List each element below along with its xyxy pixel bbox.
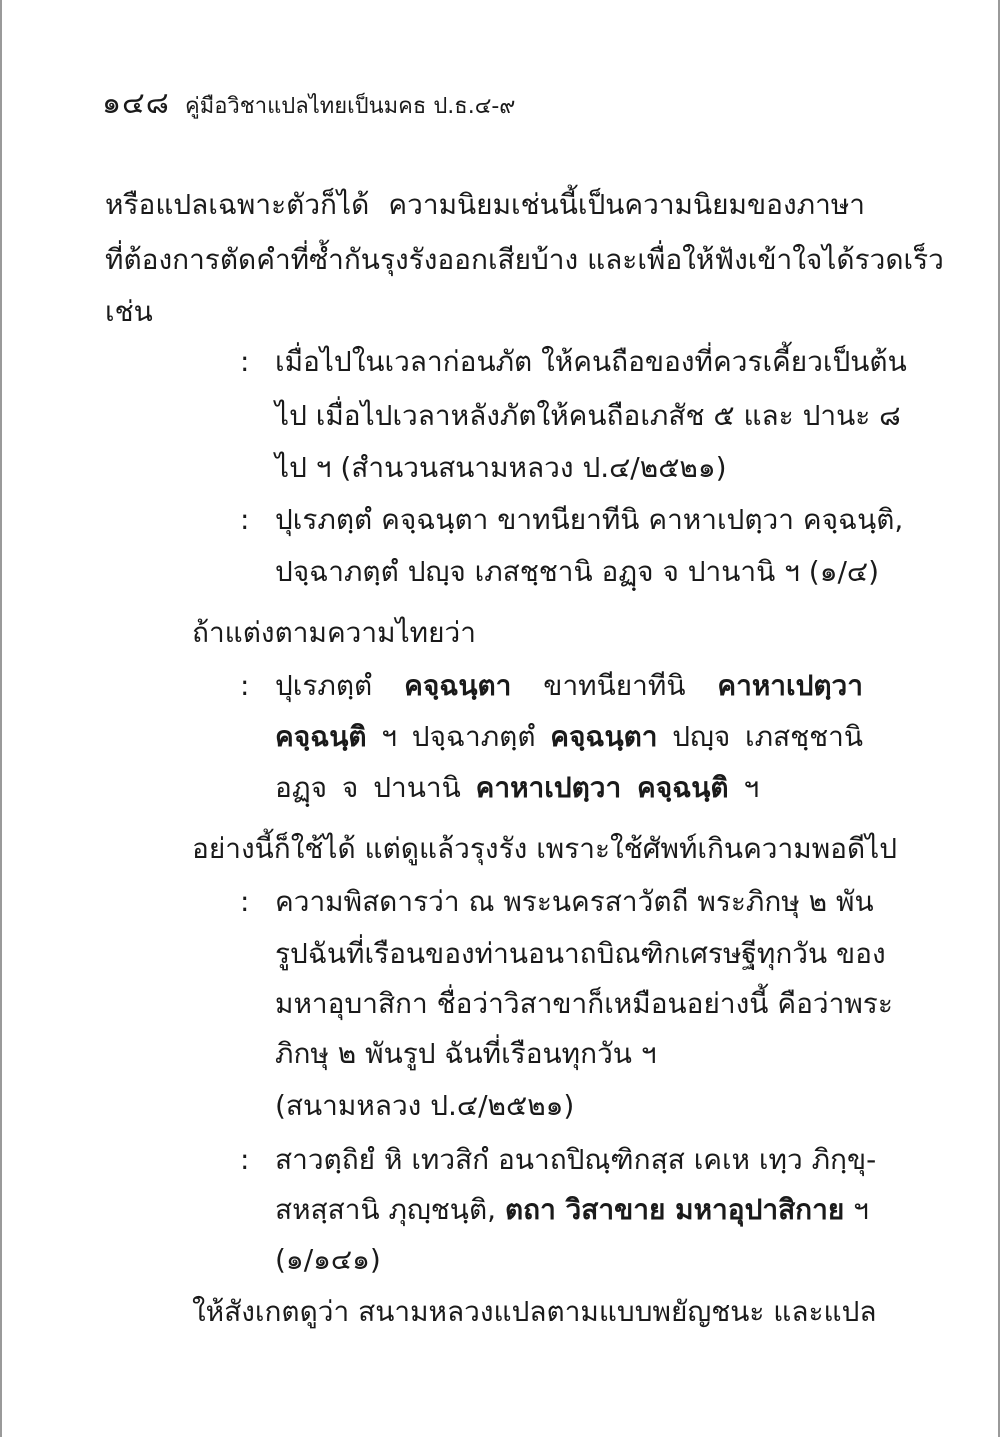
pali-word: สหสฺสานิ ภุญฺชนฺติ, [275, 1193, 497, 1226]
pali-word: ฯ [853, 1193, 869, 1226]
pali-line: ปุเรภตฺตํ คจฺฉนฺตา ขาทนียาทีนิ คาหาเปตฺวา คจฺฉนฺติ, [275, 503, 904, 536]
example-colon: : [240, 669, 250, 702]
pali-line: สาวตฺถิยํ หิ เทวสิกํ อนาถปิณฺฑิกสฺส เคเห เทฺว ภิกฺขุ- [275, 1143, 877, 1176]
example-line: ความพิสดารว่า ณ พระนครสาวัตถี พระภิกษุ ๒ พัน [275, 885, 874, 918]
paragraph-line: ที่ต้องการตัดคำที่ซ้ำกันรุงรังออกเสียบ้าง และเพื่อให้ฟังเข้าใจได้รวดเร็ว [105, 243, 944, 276]
example-line: รูปฉันที่เรือนของท่านอนาถบิณฑิกเศรษฐีทุกวัน ของ [275, 937, 886, 970]
pali-word: ปญฺจ เภสชฺชานิ [672, 720, 864, 753]
bold-pali-phrase: ตถา วิสาขาย มหาอุปาสิกาย [504, 1193, 845, 1226]
paragraph-line: หรือแปลเฉพาะตัวก็ได้ ความนิยมเช่นนี้เป็นความนิยมของภาษา [105, 188, 865, 221]
note-line: ถ้าแต่งตามความไทยว่า [192, 616, 476, 649]
running-title: คู่มือวิชาแปลไทยเป็นมคธ ป.ธ.๔-๙ [185, 94, 516, 119]
example-line: ไป ฯ (สำนวนสนามหลวง ป.๔/๒๕๒๑) [275, 451, 727, 484]
paragraph-line: ให้สังเกตดูว่า สนามหลวงแปลตามแบบพยัญชนะ และแปล [192, 1295, 877, 1328]
pali-line [275, 717, 863, 757]
note-line: อย่างนี้ก็ใช้ได้ แต่ดูแล้วรุงรัง เพราะใช้ศัพท์เกินความพอดีไป [192, 832, 898, 865]
example-line: ภิกษุ ๒ พันรูป ฉันที่เรือนทุกวัน ฯ [275, 1037, 657, 1070]
pali-line [275, 1190, 869, 1230]
paragraph-line: เช่น [105, 295, 153, 328]
bold-pali-word: คาหาเปตฺวา [717, 669, 863, 702]
pali-word: ฯ ปจฺฉาภตฺตํ [381, 720, 536, 753]
example-colon: : [240, 1143, 250, 1176]
pali-word: อฏฺจ จ ปานานิ [275, 771, 461, 804]
pali-word: ขาทนียาทีนิ [543, 669, 686, 702]
pali-line: ปจฺฉาภตฺตํ ปญฺจ เภสชฺชานิ อฏฺจ จ ปานานิ ฯ (๑/๔) [275, 555, 880, 588]
reference-line: (๑/๑๔๑) [275, 1243, 381, 1276]
pali-word: ปุเรภตฺตํ [275, 669, 373, 702]
bold-pali-word: คจฺฉนฺตา [550, 720, 658, 753]
example-line: เมื่อไปในเวลาก่อนภัต ให้คนถือของที่ควรเคี้ยวเป็นต้น [275, 345, 907, 378]
example-colon: : [240, 345, 250, 378]
reference-line: (สนามหลวง ป.๔/๒๕๒๑) [275, 1089, 575, 1122]
bold-pali-word: คาหาเปตฺวา คจฺฉนฺติ [475, 771, 729, 804]
pali-line [275, 666, 863, 706]
page-number: ๑๔๘ [102, 86, 170, 121]
example-line: ไป เมื่อไปเวลาหลังภัตให้คนถือเภสัช ๕ และ ปานะ ๘ [275, 399, 901, 432]
example-colon: : [240, 503, 250, 536]
page-header [102, 80, 515, 127]
example-colon: : [240, 885, 250, 918]
bold-pali-word: คจฺฉนฺตา [404, 669, 512, 702]
pali-line [275, 768, 759, 808]
pali-word: ฯ [743, 771, 760, 804]
example-line: มหาอุบาสิกา ชื่อว่าวิสาขาก็เหมือนอย่างนี้ คือว่าพระ [275, 987, 893, 1020]
bold-pali-word: คจฺฉนฺติ [275, 720, 367, 753]
